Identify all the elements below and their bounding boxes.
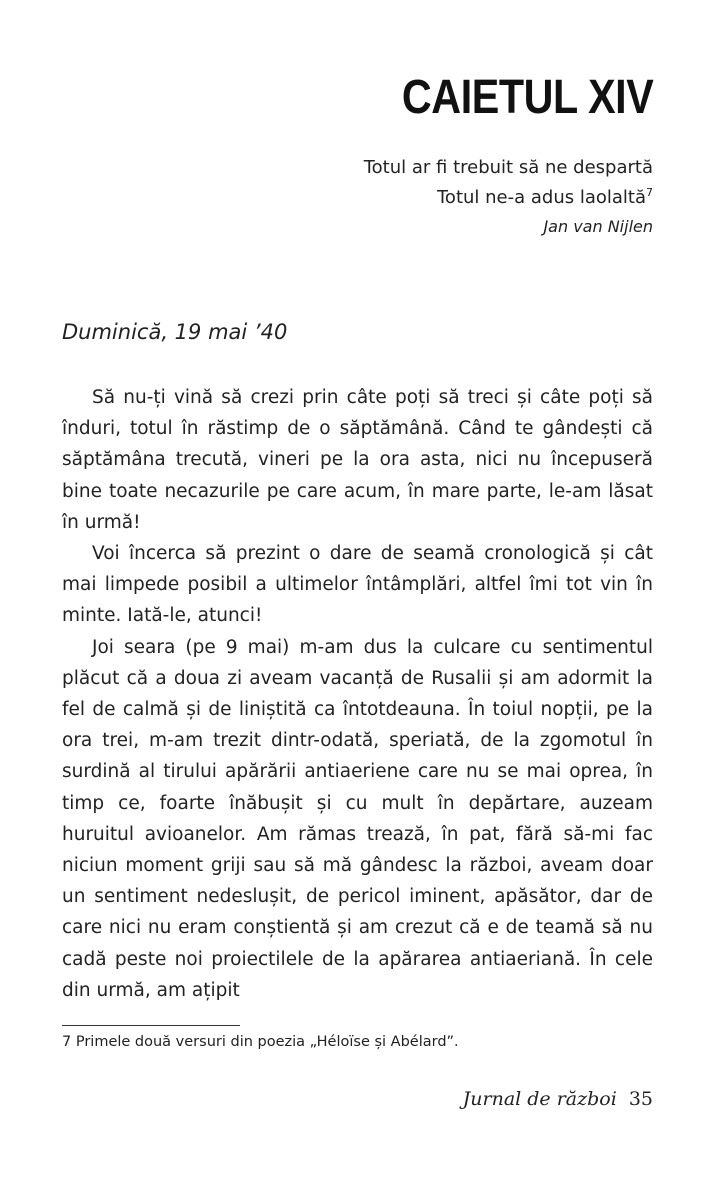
paragraph: Voi încerca să prezint o dare de seamă cronologică și cât mai limpede posibil a ultimelor întâmplări, altfel îmi tot vin în minte. Iată-le, atunci!: [62, 543, 653, 627]
epigraph-line-1: Totul ar fi trebuit să ne despartă: [363, 157, 653, 178]
chapter-title: CAIETUL XIV: [401, 71, 653, 124]
footnote-divider: [62, 1025, 240, 1026]
epigraph-line-2: [153, 183, 653, 213]
epigraph: [153, 153, 653, 241]
epigraph-line-2-text: Totul ne-a adus laolaltă: [437, 187, 646, 208]
paragraph: Joi seara (pe 9 mai) m-am dus la culcare cu sentimentul plăcut că a doua zi aveam vacanță de Rusalii și am adormit la fel de calmă și de liniștită ca întotdeauna. În toiul nopții, pe la ora trei, m-am trezit dintr-odată, speriată, de la zgomotul în surdină al tirului apărării antiaeriene care nu se mai oprea, în timp ce, foarte înăbușit și cu mult în depărtare, auzeam huruitul avioanelor. Am rămas trează, în pat, fără să-mi fac niciun moment griji sau să mă gândesc la război, aveam doar un sentiment nedeslușit, de pericol iminent, apăsător, dar de care nici nu eram conștientă și am crezut că e de teamă să nu cadă peste noi proiectilele de la apărarea antiaeriană. În cele din urmă, am ațipit: [62, 636, 653, 1001]
paragraph: Să nu-ți vină să crezi prin câte poți să treci și câte poți să înduri, totul în răstimp de o săptămână. Când te gândești că săptămâna trecută, vineri pe la ora asta, nici nu începuseră bine toate necazurile pe care acum, în mare parte, le-am lăsat în urmă!: [62, 387, 653, 533]
footnote-reference: 7: [646, 186, 653, 199]
epigraph-author: Jan van Nijlen: [543, 217, 653, 236]
running-footer: [463, 1088, 653, 1110]
entry-date: Duminică, 19 mai ’40: [62, 320, 288, 344]
footnote: 7 Primele două versuri din poezia „Héloïse și Abélard”.: [62, 1034, 459, 1050]
page-number: 35: [628, 1088, 653, 1110]
diary-entry-body: [62, 382, 653, 1006]
book-title: Jurnal de război: [462, 1088, 617, 1110]
